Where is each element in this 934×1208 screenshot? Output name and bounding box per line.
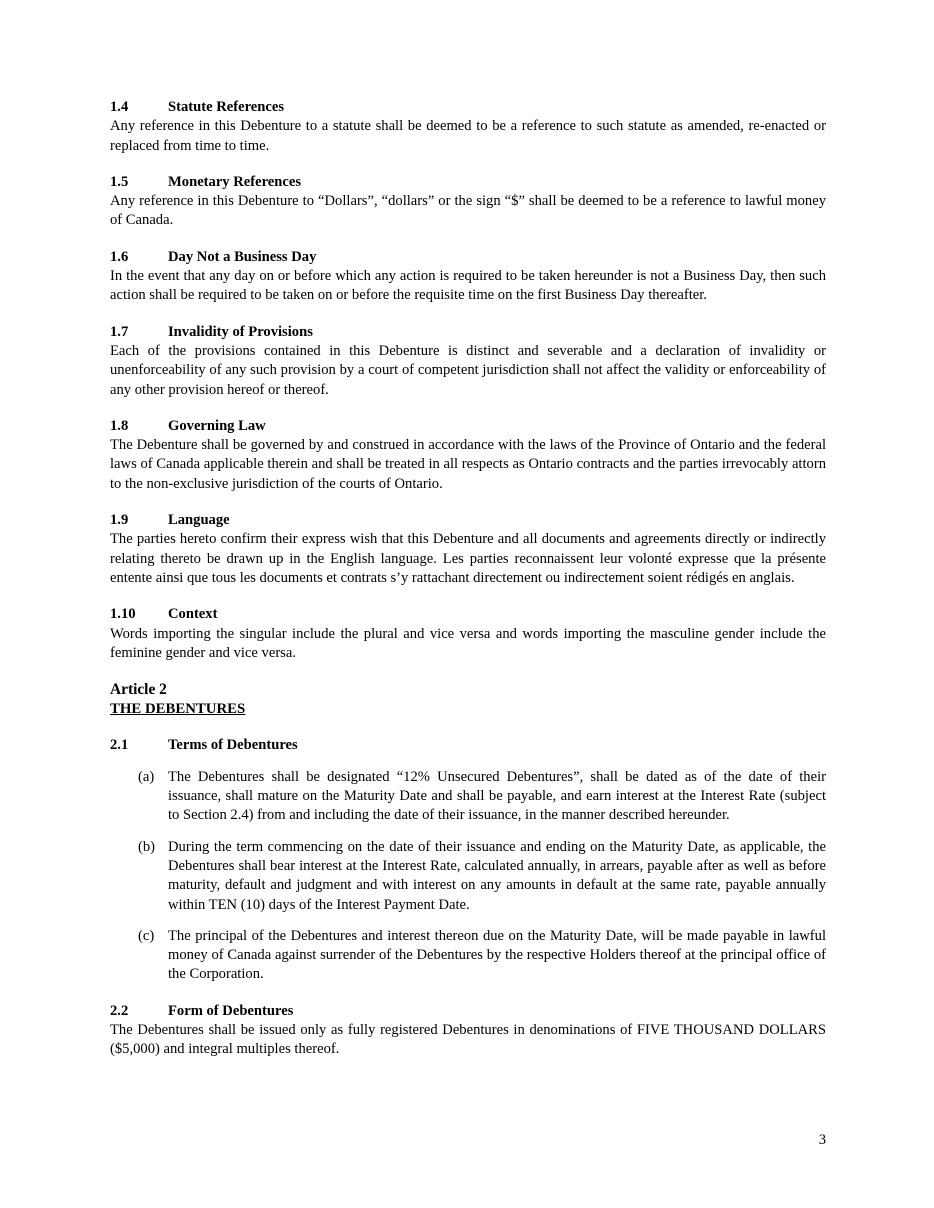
article-title: THE DEBENTURES [110, 701, 246, 718]
section-body: Words importing the singular include the plural and vice versa and words importing the masculine gender include the feminine gender and vice versa. [110, 625, 826, 661]
section-body: The Debenture shall be governed by and construed in accordance with the laws of the Province of Ontario and the federal laws of Canada applicable therein and shall be treated in all respects as Ontario contracts and the parties irrevocably attorn to the non-exclusive jurisdiction of the courts of Ontario. [110, 437, 826, 492]
section-heading [110, 248, 826, 267]
section-title: Invalidity of Provisions [168, 323, 313, 340]
clause-list [110, 768, 826, 985]
section-title: Language [168, 512, 230, 529]
section-heading [110, 173, 826, 192]
section-body: The Debentures shall be issued only as fully registered Debentures in denominations of FIVE THOUSAND DOLLARS ($5,000) and integral multiples thereof. [110, 1021, 826, 1058]
clause-text: During the term commencing on the date of their issuance and ending on the Maturity Date, as applicable, the Debentures shall bear interest at the Interest Rate, calculated annually, in arrears, payable after as well as before maturity, default and judgment and with interest on any amounts in default at the same rate, payable annually within TEN (10) days of the Interest Payment Date. [168, 838, 826, 913]
section-body: Any reference in this Debenture to a statute shall be deemed to be a reference to such statute as amended, re-enacted or replaced from time to time. [110, 118, 826, 154]
section-1-10 [110, 605, 826, 663]
section-number: 1.7 [110, 323, 129, 340]
clause-c [138, 927, 826, 985]
section-title: Day Not a Business Day [168, 248, 317, 265]
clause-text: The Debentures shall be designated “12% Unsecured Debentures”, shall be dated as of the date of their issuance, shall mature on the Maturity Date and shall be payable, and earn interest at the Interest Rate (subject to Section 2.4) from and including the date of their issuance, in the manner described hereunder. [168, 768, 826, 824]
section-body: In the event that any day on or before which any action is required to be taken hereunder is not a Business Day, then such action shall be required to be taken on or before the requisite time on the first Business Day thereafter. [110, 268, 826, 304]
clause-label: (c) [138, 927, 155, 944]
section-body: Each of the provisions contained in this Debenture is distinct and severable and a declaration of invalidity or unenforceability of any such provision by a court of competent jurisdiction shall not affect the validity or enforceability of any other provision hereof or thereof. [110, 342, 826, 398]
section-1-7 [110, 323, 826, 400]
document-page-content [110, 98, 826, 1077]
clause-a [138, 768, 826, 826]
section-heading [110, 98, 826, 117]
clause-text: The principal of the Debentures and interest thereon due on the Maturity Date, will be made payable in lawful money of Canada against surrender of the Debentures by the respective Holders thereof at the principal office of the Corporation. [168, 927, 826, 983]
section-1-9 [110, 511, 826, 588]
article-label: Article 2 [110, 681, 167, 699]
section-number: 2.2 [110, 1002, 129, 1019]
section-1-4 [110, 98, 826, 156]
section-body: The parties hereto confirm their express wish that this Debenture and all documents and agreements directly or indirectly relating thereto be drawn up in the English language. Les parties reconnaissent leur volonté expresse que la présente entente ainsi que tous les documents et contrats s’y rattachant directement ou indirectement soient rédigés en anglais. [110, 531, 826, 586]
section-number: 2.1 [110, 737, 129, 754]
page-number: 3 [818, 1132, 826, 1148]
section-number: 1.9 [110, 512, 129, 529]
section-heading [110, 417, 826, 436]
section-heading [110, 605, 826, 624]
section-title: Statute References [168, 99, 285, 115]
section-title: Monetary References [168, 173, 302, 190]
section-number: 1.6 [110, 248, 129, 265]
section-title: Context [168, 606, 218, 623]
section-heading [110, 736, 826, 755]
section-2-1 [110, 736, 826, 984]
section-heading [110, 511, 826, 530]
section-number: 1.8 [110, 417, 129, 434]
section-number: 1.4 [110, 99, 129, 115]
section-number: 1.10 [110, 606, 136, 623]
section-title: Form of Debentures [168, 1002, 294, 1019]
clause-b [138, 838, 826, 915]
article-2-heading-block [110, 680, 826, 719]
section-1-8 [110, 417, 826, 494]
section-1-5 [110, 173, 826, 231]
section-1-6 [110, 248, 826, 306]
section-heading [110, 323, 826, 342]
section-body: Any reference in this Debenture to “Dollars”, “dollars” or the sign “$” shall be deemed to be a reference to lawful money of Canada. [110, 193, 826, 229]
section-title: Governing Law [168, 417, 266, 434]
section-title: Terms of Debentures [168, 737, 298, 754]
section-number: 1.5 [110, 173, 129, 190]
section-2-2 [110, 1002, 826, 1060]
clause-label: (b) [138, 838, 156, 855]
section-heading [110, 1002, 826, 1021]
clause-label: (a) [138, 768, 155, 785]
